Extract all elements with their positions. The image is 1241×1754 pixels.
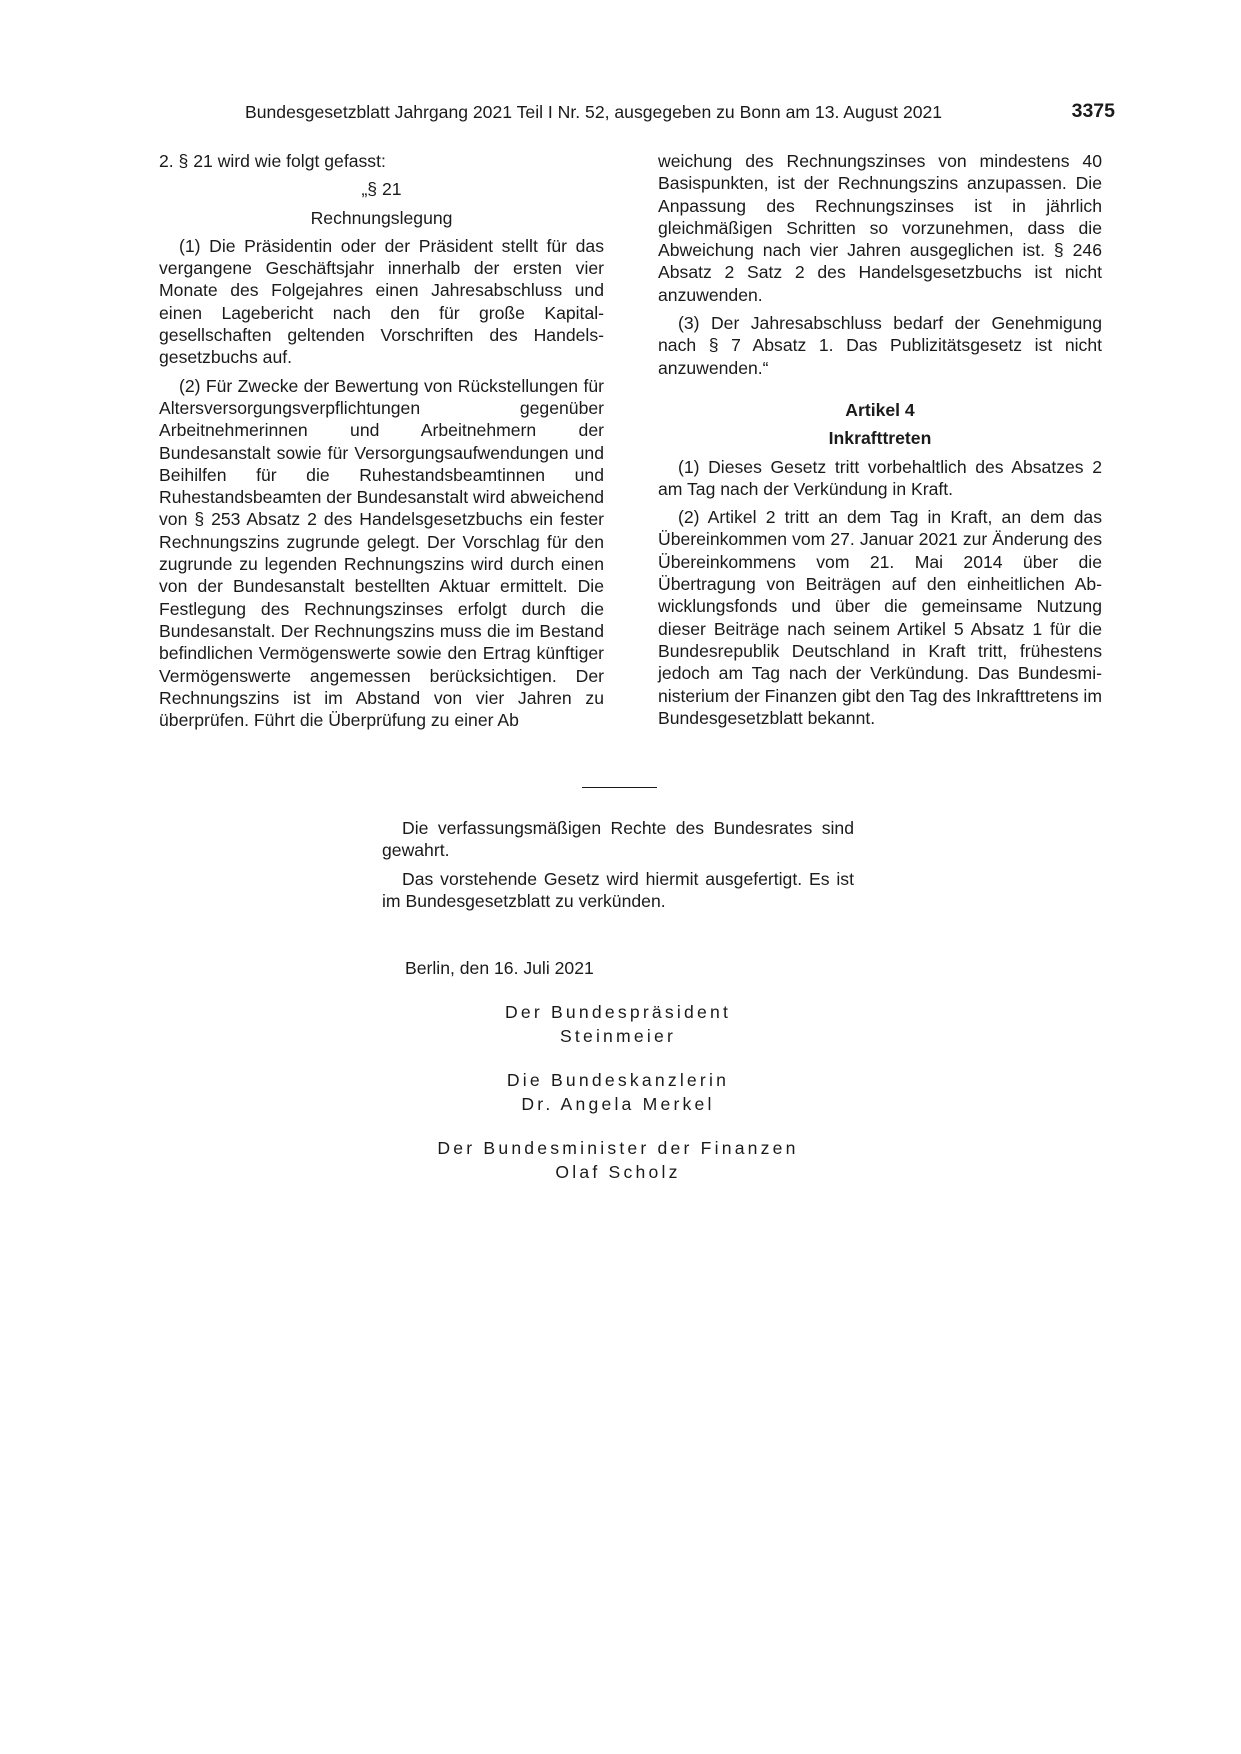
signatory [382,1136,854,1184]
section-divider [582,787,657,788]
signatory-name: Olaf Scholz [555,1162,681,1182]
place-date: Berlin, den 16. Juli 2021 [405,958,594,978]
gazette-header-text: Bundesgesetzblatt Jahrgang 2021 Teil I Nr. 52, ausgegeben zu Bonn am 13. August 2021 [245,102,943,122]
signatory [382,1000,854,1048]
signature-block [382,1000,854,1184]
item-intro: 2. § 21 wird wie folgt gefasst: [159,151,386,171]
section-number: „§ 21 [361,179,402,200]
article-number: Artikel 4 [845,399,915,420]
signatory [382,1068,854,1116]
paragraph-3: (3) Der Jahresabschluss bedarf der Genehmigung nach § 7 Absatz 1. Das Publizitätsgesetz ist nicht anzuwenden.“ [658,313,1102,378]
closing-paragraph-2: Das vorstehende Gesetz wird hiermit ausgefertigt. Es ist im Bundesgesetzblatt zu verkünden. [382,868,854,911]
paragraph-1: (1) Die Präsidentin oder der Präsident stellt für das vergangene Geschäftsjahr innerhalb der ersten vier Monate des Folgejahres einen Jahresabschluss und einen Lagebericht nach den für große Kapitalgesellschaften geltenden Vorschriften des Handelsgesetzbuchs auf. [159,235,604,368]
article-title: Inkrafttreten [828,428,932,449]
paragraph-2-continued: weichung des Rechnungszinses von mindestens 40 Basispunkten, ist der Rechnungszins anzupassen. Die Anpassung des Rechnungszinses ist in jährlich gleichmäßigen Schritten so vorzunehmen, dass die Abweichung nach vier Jahren ausgeglichen ist. § 246 Absatz 2 Satz 2 des Handelsgesetzbuchs ist nicht anzuwenden. [658,151,1102,305]
signatory-title: Der Bundesminister der Finanzen [437,1138,799,1158]
left-column [159,150,604,731]
article-paragraph-1: (1) Dieses Gesetz tritt vorbehaltlich des Absatzes 2 am Tag nach der Verkündung in Kraft. [658,456,1102,499]
signatory-name: Dr. Angela Merkel [521,1094,715,1114]
closing-formula [382,817,854,912]
page-number: 3375 [1071,100,1115,122]
signatory-title: Die Bundeskanzlerin [506,1070,730,1090]
closing-paragraph-1: Die verfassungsmäßigen Rechte des Bundesrates sind gewahrt. [382,818,854,861]
signatory-name: Steinmeier [559,1026,677,1046]
article-paragraph-2: (2) Artikel 2 tritt an dem Tag in Kraft, an dem das Übereinkommen vom 27. Januar 2021 zur Änderung des Übereinkommens vom 21. Mai 2014 über die Übertragung von Beiträgen auf den einheitlichen Abwicklungsfonds und über die gemeinsame Nutzung dieser Beiträge nach seinem Artikel 5 Absatz 1 für die Bundesrepublik Deutschland in Kraft tritt, frühestens jedoch am Tag nach der Verkündung. Das Bundesministerium der Finanzen gibt den Tag des Inkrafttretens im Bundesgesetzblatt bekannt. [658,507,1102,728]
section-title: Rechnungslegung [310,207,453,228]
signatory-title: Der Bundespräsident [504,1002,732,1022]
paragraph-2: (2) Für Zwecke der Bewertung von Rückstellungen für Altersversorgungsverpflichtungen gegenüber Arbeitnehmerinnen und Arbeitnehmern der Bundesanstalt sowie für Versorgungsaufwendungen und Beihilfen für die Ruhestandsbeamtinnen und Ruhestandsbeamten der Bundesanstalt wird abweichend von § 253 Absatz 2 des Handelsgesetzbuchs ein fester Rechnungszins zugrunde gelegt. Der Vorschlag für den zugrunde zu legenden Rechnungszins wird durch einen von der Bundesanstalt bestellten Aktuar ermittelt. Die Festlegung des Rechnungszinses erfolgt durch die Bundesanstalt. Der Rechnungszins muss die im Bestand befindlichen Vermögenswerte sowie den Ertrag künftiger Vermögenswerte angemessen berücksichtigen. Der Rechnungszins ist im Abstand von vier Jahren zu überprüfen. Führt die Überprüfung zu einer Ab [159,375,605,731]
right-column [658,150,1102,729]
page-header [245,100,1115,124]
